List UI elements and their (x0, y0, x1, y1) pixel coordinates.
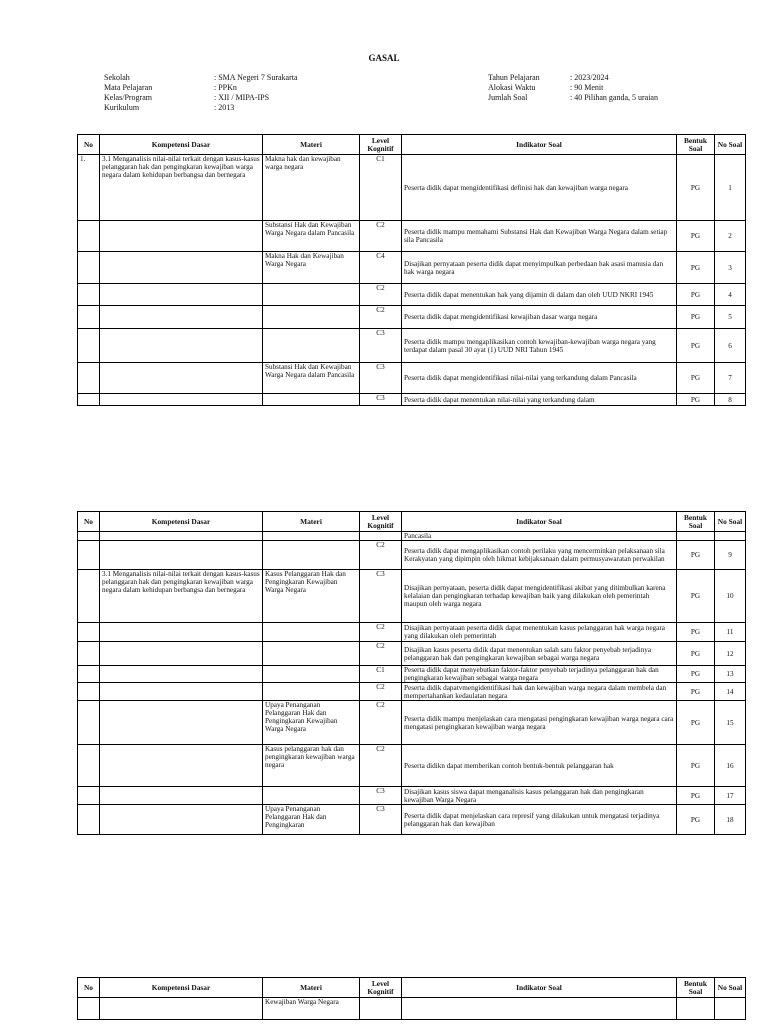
header-level: Level Kognitif (360, 978, 402, 998)
cell-level: C3 (360, 363, 402, 394)
cell-kd (100, 541, 263, 570)
cell-bentuk: PG (677, 284, 715, 306)
cell-no-soal (715, 998, 746, 1020)
table-row (78, 394, 746, 406)
cell-bentuk: PG (677, 623, 715, 642)
cell-no-soal: 11 (715, 623, 746, 642)
cell-indikator: Disajikan kasus siswa dapat menganalisis kasus pelanggaran hak dan pengingkaran kewajiban Warga Negara (402, 787, 677, 805)
cell-no: 1. (78, 155, 100, 221)
cell-no-soal (715, 532, 746, 541)
cell-bentuk: PG (677, 642, 715, 666)
cell-no (78, 284, 100, 306)
cell-no (78, 623, 100, 642)
cell-indikator: Peserta didik dapat mengaplikasikan contoh perilaku yang mencerminkan pelaksanaan sila Kerakyatan yang dipimpin oleh hikmat kebijaksanaan dalam permusyawaratan perwakilan (402, 541, 677, 570)
meta-value: : PPKn (214, 83, 237, 92)
meta-label: Mata Pelajaran (104, 83, 153, 92)
meta-right (488, 73, 658, 103)
header-no: No (78, 135, 100, 155)
cell-no (78, 701, 100, 745)
meta-value: : XII / MIPA-IPS (214, 93, 270, 102)
cell-level (360, 532, 402, 541)
meta-label: Kurikulum (104, 103, 140, 112)
header-no: No (78, 978, 100, 998)
table-row (78, 745, 746, 787)
cell-indikator: Disajikan pernyataan peserta didik dapat menentukan kasus pelanggaran hak warga negara yang dilakukan oleh pemerintah (402, 623, 677, 642)
table-header-row (78, 512, 746, 532)
cell-bentuk: PG (677, 683, 715, 701)
cell-level: C2 (360, 221, 402, 252)
meta-value: : 40 Pilihan ganda, 5 uraian (570, 93, 658, 102)
cell-kd (100, 394, 263, 406)
cell-materi (263, 623, 360, 642)
cell-materi: Upaya Penanganan Pelanggaran Hak dan Pengingkaran Kewajiban Warga Negara (263, 701, 360, 745)
cell-no-soal: 18 (715, 805, 746, 835)
table-row (78, 252, 746, 284)
cell-no (78, 541, 100, 570)
cell-bentuk: PG (677, 329, 715, 363)
cell-indikator (402, 998, 677, 1020)
cell-bentuk (677, 532, 715, 541)
cell-kd (100, 284, 263, 306)
cell-no-soal: 3 (715, 252, 746, 284)
table-row (78, 329, 746, 363)
cell-materi (263, 787, 360, 805)
table-row (78, 623, 746, 642)
meta-label: Tahun Pelajaran (488, 73, 540, 82)
header-no: No (78, 512, 100, 532)
cell-bentuk: PG (677, 745, 715, 787)
cell-no-soal: 5 (715, 306, 746, 329)
cell-bentuk: PG (677, 787, 715, 805)
cell-no (78, 570, 100, 623)
cell-no-soal: 8 (715, 394, 746, 406)
cell-bentuk: PG (677, 701, 715, 745)
header-kd: Kompetensi Dasar (100, 512, 263, 532)
cell-level: C3 (360, 329, 402, 363)
cell-materi (263, 683, 360, 701)
table-row (78, 570, 746, 623)
cell-materi: Kewajiban Warga Negara (263, 998, 360, 1020)
header-indikator: Indikator Soal (402, 978, 677, 998)
cell-level: C3 (360, 394, 402, 406)
meta-value: : 90 Menit (570, 83, 604, 92)
cell-level: C2 (360, 623, 402, 642)
cell-bentuk: PG (677, 666, 715, 683)
cell-materi (263, 532, 360, 541)
header-no-soal: No Soal (715, 512, 746, 532)
cell-level: C2 (360, 541, 402, 570)
header-materi: Materi (263, 978, 360, 998)
cell-indikator: Peserta didik mampu mengaplikasikan contoh kewajiban-kewajiban warga negara yang terdapat dalam pasal 30 ayat (1) UUD NRI Tahun 1945 (402, 329, 677, 363)
cell-bentuk: PG (677, 805, 715, 835)
cell-kd (100, 998, 263, 1020)
cell-materi: Upaya Penanganan Pelanggaran Hak dan Pengingkaran (263, 805, 360, 835)
cell-no (78, 329, 100, 363)
cell-kd (100, 306, 263, 329)
cell-no (78, 642, 100, 666)
header-kd: Kompetensi Dasar (100, 135, 263, 155)
cell-indikator: Peserta didik dapat mengidentifikasi definisi hak dan kewajiban warga negara (402, 155, 677, 221)
cell-bentuk (677, 998, 715, 1020)
table-row (78, 155, 746, 221)
cell-no-soal: 10 (715, 570, 746, 623)
cell-materi (263, 666, 360, 683)
cell-no (78, 787, 100, 805)
cell-kd (100, 745, 263, 787)
cell-kd (100, 642, 263, 666)
cell-indikator: Peserta didik dapat mengidentifikasi kewajiban dasar warga negara (402, 306, 677, 329)
cell-level: C1 (360, 155, 402, 221)
table-row (78, 541, 746, 570)
cell-indikator: Peserta didik mampu memahami Substansi Hak dan Kewajiban Warga Negara dalam setiap sila Pancasila (402, 221, 677, 252)
cell-kd (100, 666, 263, 683)
cell-level (360, 998, 402, 1020)
header-level: Level Kognitif (360, 135, 402, 155)
cell-materi (263, 642, 360, 666)
header-indikator: Indikator Soal (402, 512, 677, 532)
header-no-soal: No Soal (715, 978, 746, 998)
cell-no (78, 532, 100, 541)
cell-indikator: Peserta didik dapat menjelaskan cara represif yang dilakukan untuk mengatasi terjadinya pelanggaran hak dan kewajiban (402, 805, 677, 835)
cell-level: C2 (360, 701, 402, 745)
cell-materi (263, 541, 360, 570)
cell-kd: 3.1 Menganalisis nilai-nilai terkait dengan kasus-kasus pelanggaran hak dan pengingkaran kewajiban warga negara dalam kehidupan berbangsa dan bernegara (100, 570, 263, 623)
cell-no-soal: 6 (715, 329, 746, 363)
cell-no (78, 221, 100, 252)
cell-materi (263, 306, 360, 329)
cell-bentuk: PG (677, 252, 715, 284)
cell-kd (100, 683, 263, 701)
table-row (78, 363, 746, 394)
cell-bentuk: PG (677, 363, 715, 394)
cell-indikator: Disajikan pernyataan peserta didik dapat menyimpulkan perbedaan hak asasi manusia dan hak warga negara (402, 252, 677, 284)
cell-materi (263, 329, 360, 363)
cell-no (78, 252, 100, 284)
cell-no-soal: 14 (715, 683, 746, 701)
kisi-table-page-2 (77, 511, 746, 835)
cell-bentuk: PG (677, 155, 715, 221)
cell-no-soal: 12 (715, 642, 746, 666)
cell-no-soal: 1 (715, 155, 746, 221)
document-title: GASAL (368, 53, 400, 63)
meta-row (488, 73, 658, 83)
cell-level: C3 (360, 570, 402, 623)
meta-row (488, 93, 658, 103)
table-header-row (78, 978, 746, 998)
cell-no (78, 394, 100, 406)
cell-indikator: Peserta didik mampu menjelaskan cara mengatasi pengingkaran kewajiban warga negara cara mengatasi pengingkaran kewajiban warga negara (402, 701, 677, 745)
cell-no (78, 998, 100, 1020)
cell-indikator: Peserta didik dapat mengidentifikasi nilai-nilai yang terkandung dalam Pancasila (402, 363, 677, 394)
cell-no (78, 363, 100, 394)
cell-materi (263, 394, 360, 406)
cell-materi (263, 284, 360, 306)
cell-no (78, 745, 100, 787)
meta-row (104, 73, 298, 83)
cell-kd (100, 787, 263, 805)
meta-label: Jumlah Soal (488, 93, 528, 102)
cell-no (78, 683, 100, 701)
cell-materi: Substansi Hak dan Kewajiban Warga Negara dalam Pancasila (263, 221, 360, 252)
meta-label: Kelas/Program (104, 93, 152, 102)
cell-no-soal: 7 (715, 363, 746, 394)
cell-no (78, 306, 100, 329)
cell-no-soal: 15 (715, 701, 746, 745)
cell-indikator: Peserta didikn dapat memberikan contoh bentuk-bentuk pelanggaran hak (402, 745, 677, 787)
table-row (78, 805, 746, 835)
header-materi: Materi (263, 135, 360, 155)
cell-level: C2 (360, 745, 402, 787)
meta-label: Alokasi Waktu (488, 83, 536, 92)
cell-level: C2 (360, 284, 402, 306)
meta-left (104, 73, 298, 113)
meta-value: : 2023/2024 (570, 73, 609, 82)
meta-row (488, 83, 658, 93)
cell-bentuk: PG (677, 306, 715, 329)
cell-level: C4 (360, 252, 402, 284)
header-indikator: Indikator Soal (402, 135, 677, 155)
cell-kd (100, 363, 263, 394)
meta-row (104, 83, 298, 93)
cell-no-soal: 17 (715, 787, 746, 805)
header-materi: Materi (263, 512, 360, 532)
header-no-soal: No Soal (715, 135, 746, 155)
cell-materi: Makna Hak dan Kewajiban Warga Negara (263, 252, 360, 284)
cell-no-soal: 16 (715, 745, 746, 787)
cell-materi: Makna hak dan kewajiban warga negara (263, 155, 360, 221)
cell-indikator: Pancasila (402, 532, 677, 541)
cell-kd (100, 221, 263, 252)
cell-kd (100, 701, 263, 745)
cell-level: C3 (360, 787, 402, 805)
table-header-row (78, 135, 746, 155)
cell-kd (100, 532, 263, 541)
kisi-table-page-1 (77, 134, 746, 406)
header-bentuk: Bentuk Soal (677, 512, 715, 532)
table-row (78, 532, 746, 541)
cell-no-soal: 13 (715, 666, 746, 683)
cell-indikator: Peserta didik dapatvmengidentifikasi hak dan kewajiban warga negara dalam membela dan mempertahankan kedaulatan negara (402, 683, 677, 701)
cell-bentuk: PG (677, 570, 715, 623)
cell-kd: 3.1 Menganalisis nilai-nilai terkait dengan kasus-kasus pelanggaran hak dan pengingkaran kewajiban warga negara dalam kehidupan berbangsa dan bernegara (100, 155, 263, 221)
cell-kd (100, 329, 263, 363)
cell-indikator: Disajikan pernyataan, peserta didik dapat mengidentifikasi akibat yang ditimbulkan karena kelalaian dan pengingkaran terhadap kewajiban baik yang dilakukan oleh pemerintah maupun oleh warga negara (402, 570, 677, 623)
meta-value: : 2013 (214, 103, 235, 112)
table-row (78, 683, 746, 701)
cell-no-soal: 2 (715, 221, 746, 252)
table-row (78, 306, 746, 329)
header-bentuk: Bentuk Soal (677, 135, 715, 155)
kisi-table-page-3 (77, 977, 746, 1020)
table-row (78, 284, 746, 306)
table-row (78, 221, 746, 252)
cell-indikator: Disajikan kasus peserta didik dapat menentukan salah satu faktor penyebab terjadinya pelanggaran hak dan pengingkaran kewajiban sebagai warga negara (402, 642, 677, 666)
cell-no-soal: 4 (715, 284, 746, 306)
header-kd: Kompetensi Dasar (100, 978, 263, 998)
table-row (78, 998, 746, 1020)
cell-bentuk: PG (677, 541, 715, 570)
cell-level: C3 (360, 805, 402, 835)
cell-kd (100, 623, 263, 642)
cell-kd (100, 252, 263, 284)
table-row (78, 642, 746, 666)
header-level: Level Kognitif (360, 512, 402, 532)
cell-level: C2 (360, 642, 402, 666)
meta-row (104, 93, 298, 103)
table-row (78, 787, 746, 805)
cell-materi: Kasus pelanggaran hak dan pengingkaran kewajiban warga negara (263, 745, 360, 787)
meta-value: : SMA Negeri 7 Surakarta (214, 73, 298, 82)
cell-materi: Substansi Hak dan Kewajiban Warga Negara dalam Pancasila (263, 363, 360, 394)
cell-kd (100, 805, 263, 835)
cell-level: C2 (360, 683, 402, 701)
cell-no-soal: 9 (715, 541, 746, 570)
cell-bentuk: PG (677, 221, 715, 252)
cell-materi: Kasus Pelanggaran Hak dan Pengingkaran Kewajiban Warga Negara (263, 570, 360, 623)
table-row (78, 666, 746, 683)
cell-level: C2 (360, 306, 402, 329)
cell-indikator: Peserta didik dapat menentukan nilai-nilai yang terkandung dalam (402, 394, 677, 406)
cell-no (78, 805, 100, 835)
table-row (78, 701, 746, 745)
meta-label: Sekolah (104, 73, 130, 82)
cell-indikator: Peserta didik dapat menyebutkan faktor-faktor penyebab terjadinya pelanggaran hak dan pengingkaran kewajiban sebagai warga negara (402, 666, 677, 683)
meta-row (104, 103, 298, 113)
cell-bentuk: PG (677, 394, 715, 406)
cell-no (78, 666, 100, 683)
cell-level: C1 (360, 666, 402, 683)
header-bentuk: Bentuk Soal (677, 978, 715, 998)
cell-indikator: Peserta didik dapat menentukan hak yang dijamin di dalam dan oleh UUD NKRI 1945 (402, 284, 677, 306)
